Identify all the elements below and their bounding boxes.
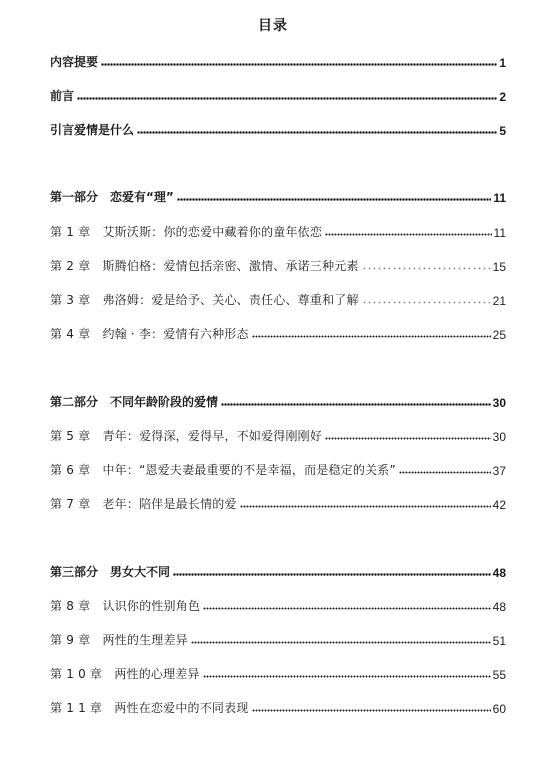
dot-leader	[399, 471, 491, 474]
toc-page-number: 25	[492, 328, 506, 342]
toc-page-number: 51	[492, 634, 506, 648]
toc-entry-label: 第 6 章 中年：“恩爱夫妻最重要的不是幸福，而是稳定的关系”	[50, 463, 396, 477]
toc-page-number: 15	[492, 260, 506, 274]
toc-entry-label: 第三部分 男女大不同	[50, 565, 171, 579]
toc-entry-summary[interactable]	[50, 52, 506, 70]
toc-entry-label: 第二部分 不同年龄阶段的爱情	[50, 395, 219, 409]
toc-entry-introduction[interactable]	[50, 120, 506, 138]
toc-entry-chapter-9[interactable]	[50, 630, 506, 648]
toc-entry-chapter-5[interactable]	[50, 426, 506, 444]
dot-leader	[137, 131, 497, 134]
toc-page-number: 48	[492, 566, 506, 580]
toc-entry-label: 前言	[50, 89, 75, 103]
toc-entry-label: 第 2 章 斯腾伯格：爱情包括亲密、激情、承诺三种元素	[50, 259, 359, 273]
dot-leader	[77, 97, 497, 100]
dot-leader	[177, 198, 492, 201]
toc-entry-chapter-11[interactable]	[50, 698, 506, 716]
toc-entry-part-1[interactable]	[50, 187, 506, 205]
toc-entry-label: 第 1 1 章 两性在恋爱中的不同表现	[50, 701, 249, 715]
dot-leader	[101, 63, 497, 66]
toc-entry-chapter-8[interactable]	[50, 596, 506, 614]
dot-leader	[325, 437, 491, 440]
toc-entry-preface[interactable]	[50, 86, 506, 104]
toc-entry-label: 内容提要	[50, 55, 99, 69]
dot-leader	[325, 233, 491, 236]
dot-leader	[362, 267, 491, 270]
toc-page-number: 2	[499, 90, 506, 104]
toc-entry-chapter-10[interactable]	[50, 664, 506, 682]
toc-entry-chapter-4[interactable]	[50, 324, 506, 342]
toc-page-number: 1	[499, 56, 506, 70]
dot-leader	[362, 301, 491, 304]
toc-entry-label: 第一部分 恋爱有“理”	[50, 190, 174, 204]
page-title: 目录	[258, 18, 288, 34]
toc-entry-chapter-6[interactable]	[50, 460, 506, 478]
toc-page-number: 21	[492, 294, 506, 308]
toc-page-number: 42	[492, 498, 506, 512]
toc-entry-chapter-7[interactable]	[50, 494, 506, 512]
toc-page-number: 37	[492, 464, 506, 478]
toc-entry-chapter-3[interactable]	[50, 290, 506, 308]
toc-page-number: 5	[499, 124, 506, 138]
toc-page-number: 11	[493, 191, 506, 205]
toc-entry-label: 第 7 章 老年：陪伴是最长情的爱	[50, 497, 237, 511]
toc-entry-label: 第 9 章 两性的生理差异	[50, 633, 188, 647]
toc-entry-part-2[interactable]	[50, 392, 506, 410]
toc-entry-label: 第 3 章 弗洛姆：爱是给予、关心、责任心、尊重和了解	[50, 293, 359, 307]
dot-leader	[173, 573, 491, 576]
toc-entry-chapter-1[interactable]	[50, 222, 506, 240]
toc-page-number: 30	[492, 396, 506, 410]
toc-page-number: 48	[492, 600, 506, 614]
dot-leader	[252, 335, 491, 338]
toc-page-number: 30	[492, 430, 506, 444]
toc-entry-label: 第 4 章 约翰 · 李：爱情有六种形态	[50, 327, 249, 341]
toc-page-number: 55	[492, 668, 506, 682]
toc-entry-chapter-2[interactable]	[50, 256, 506, 274]
dot-leader	[252, 709, 491, 712]
toc-entry-label: 第 5 章 青年：爱得深，爱得早，不如爱得刚刚好	[50, 429, 323, 443]
dot-leader	[221, 403, 491, 406]
dot-leader	[203, 675, 491, 678]
toc-entry-label: 第 1 0 章 两性的心理差异	[50, 667, 200, 681]
toc-entry-part-3[interactable]	[50, 562, 506, 580]
toc-entry-label: 第 1 章 艾斯沃斯：你的恋爱中藏着你的童年依恋	[50, 225, 323, 239]
dot-leader	[203, 607, 491, 610]
dot-leader	[240, 505, 491, 508]
toc-page-number: 11	[493, 226, 506, 240]
toc-page-number: 60	[492, 702, 506, 716]
dot-leader	[191, 641, 491, 644]
toc-entry-label: 第 8 章 认识你的性别角色	[50, 599, 201, 613]
toc-entry-label: 引言爱情是什么	[50, 123, 135, 137]
